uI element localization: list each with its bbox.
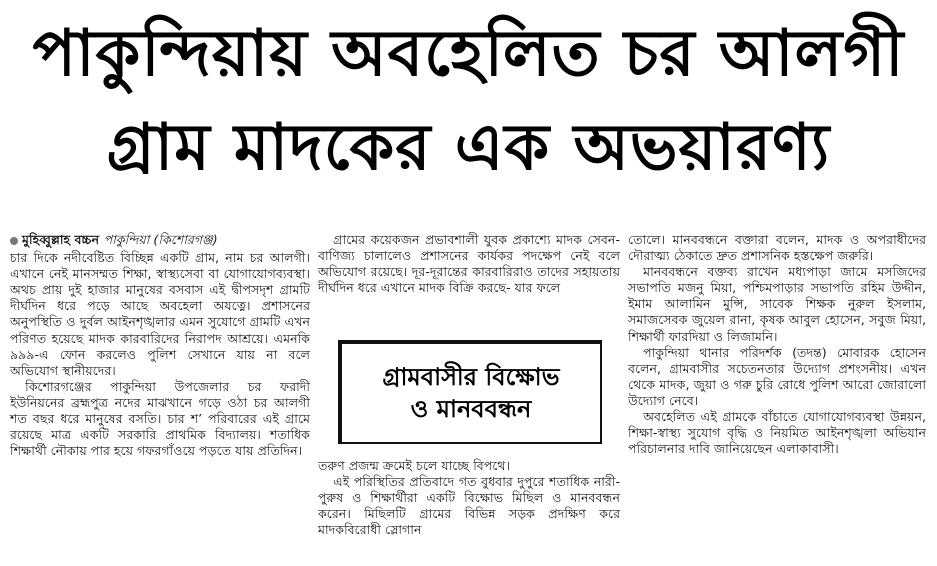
- paragraph: তোলে। মানববন্ধনে বক্তারা বলেন, মাদক ও অপরাধীদের দৌরাত্ম্য ঠেকাতে দ্রুত প্রশাসনিক হস্তক্ষেপ জরুরি।: [628, 232, 926, 264]
- paragraph: তরুণ প্রজন্ম ক্রমেই চলে যাচ্ছে বিপথে।: [318, 458, 511, 473]
- headline-line-2: গ্রাম মাদকের এক অভয়ারণ্য: [106, 111, 831, 185]
- subheading-box: [338, 340, 602, 444]
- paragraph: গ্রামের কয়েকজন প্রভাবশালী যুবক প্রকাশ্যে মাদক সেবন-বাণিজ্য চালালেও প্রশাসনের কার্যকর পদক্ষেপ নেই বলে অভিযোগ রয়েছে। দূর-দূরান্তের কারবারিরাও তাদের সহায়তায় দীর্ঘদিন ধরে এখানে মাদক বিক্রি করছে- যার ফলে: [318, 232, 620, 296]
- byline-author: মুহিব্বুল্লাহ বচ্চন: [22, 232, 100, 247]
- headline-line-1: পাকুন্দিয়ায় অবহেলিত চর আলগী: [32, 17, 905, 91]
- subheading-line-2: ও মানববন্ধন: [410, 395, 532, 423]
- article-column-3: [628, 232, 926, 457]
- byline-place: পাকুন্দিয়া (কিশোরগঞ্জ): [103, 232, 218, 247]
- paragraph: এই পরিস্থিতির প্রতিবাদে গত বুধবার দুপুরে শতাধিক নারী-পুরুষ ও শিক্ষার্থীরা একটি বিক্ষোভ মিছিল ও মানববন্ধন করেন। মিছিলটি গ্রামের বিভিন্ন সড়ক প্রদক্ষিণ করে মাদকবিরোধী স্লোগান: [318, 474, 620, 538]
- paragraph: চার দিকে নদীবেষ্টিত বিচ্ছিন্ন একটি গ্রাম, নাম চর আলগী। এখানে নেই মানসম্মত শিক্ষা, স্বাস্থ্যসেবা বা যোগাযোগব্যবস্থা। অথচ প্রায় দুই হাজার মানুষের বসবাস এই দ্বীপসদৃশ গ্রামটি দীর্ঘদিন ধরে পড়ে আছে অবহেলা অযত্নে। প্রশাসনের অনুপস্থিতি ও দুর্বল আইনশৃঙ্খলার এমন সুযোগে গ্রামটি এখন পরিণত হয়েছে মাদক কারবারিদের নিরাপদ আশ্রয়ে। এমনকি ৯৯৯-এ ফোন করলেও পুলিশ সেখানে যায় না বলে অভিযোগ স্থানীয়দের।: [10, 250, 310, 378]
- article-column-2-continued: [318, 458, 620, 538]
- subheading-line-1: গ্রামবাসীর বিক্ষোভ: [382, 363, 560, 391]
- paragraph: কিশোরগঞ্জের পাকুন্দিয়া উপজেলার চর ফরাদী ইউনিয়নের ব্রহ্মপুত্র নদের মাঝখানে গড়ে ওঠা চর আলগী শত বছর ধরে মানুষের বসতি। চার শ’ পরিবারের এই গ্রামে রয়েছে মাত্র একটি সরকারি প্রাথমিক বিদ্যালয়। শতাধিক শিক্ষার্থী নৌকায় পার হয়ে গফরগাঁওয়ে পড়তে যায় প্রতিদিন।: [10, 378, 310, 459]
- paragraph: অবহেলিত এই গ্রামকে বাঁচাতে যোগাযোগব্যবস্থা উন্নয়ন, শিক্ষা-স্বাস্থ্য সুযোগ বৃদ্ধি ও নিয়মিত আইনশৃঙ্খলা অভিযান পরিচালনার দাবি জানিয়েছেন এলাকাবাসী।: [628, 409, 926, 457]
- paragraph: পাকুন্দিয়া থানার পরিদর্শক (তদন্ত) মোবারক হোসেন বলেন, গ্রামবাসীর সচেতনতার উদ্যোগ প্রশংসনীয়। এখন থেকে মাদক, জুয়া ও গরু চুরি রোধে পুলিশ আরো জোরালো উদ্যোগ নেবে।: [628, 344, 926, 408]
- article-column-2: [318, 232, 620, 296]
- byline: [10, 232, 310, 248]
- paragraph: মানববন্ধনে বক্তব্য রাখেন মধ্যপাড়া জামে মসজিদের সভাপতি মজনু মিয়া, পশ্চিমপাড়ার সভাপতি রহিম উদ্দীন, ইমাম আলামিন মুন্সি, সাবেক শিক্ষক নুরুল ইসলাম, সমাজসেবক জুয়েল রানা, কৃষক আবুল হোসেন, সবুজ মিয়া, শিক্ষার্থী ফারদিয়া ও লিজামনি।: [628, 264, 926, 344]
- article-column-1: [10, 232, 310, 459]
- bullet-icon: [10, 237, 18, 245]
